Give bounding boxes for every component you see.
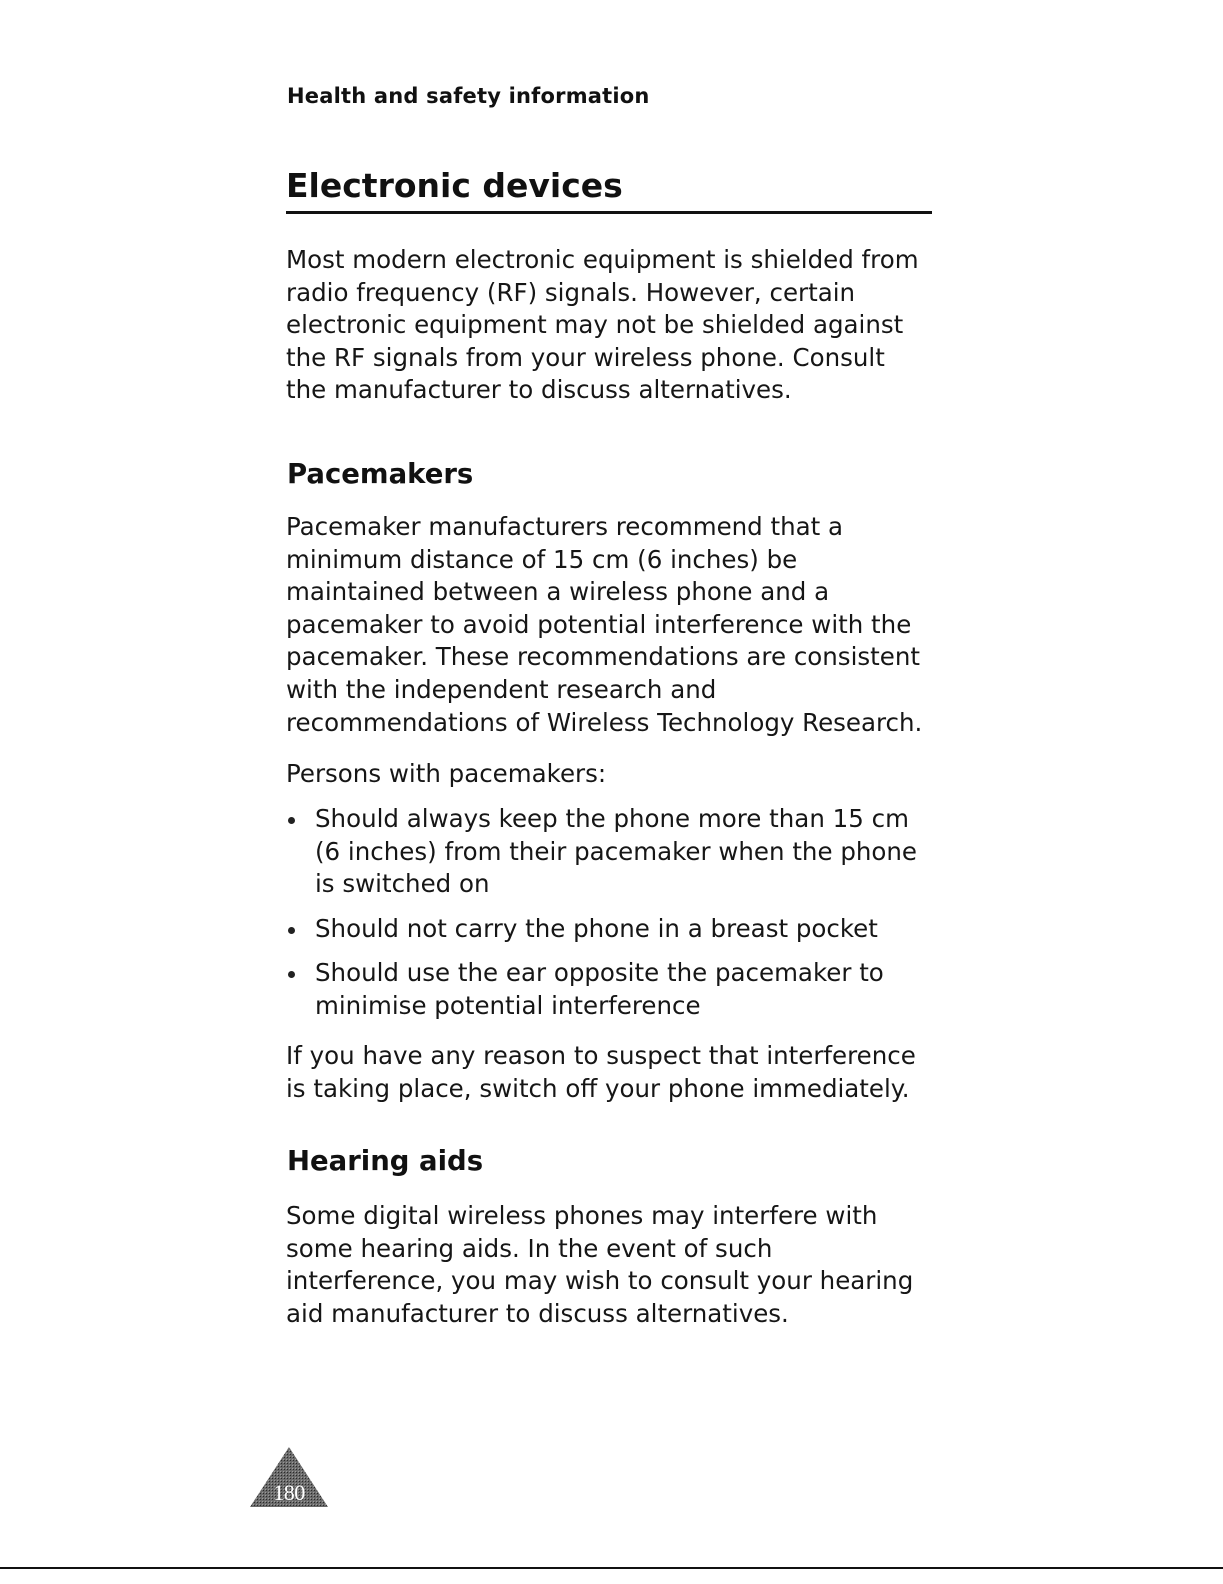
text-line: radio frequency (RF) signals. However, certain [286, 277, 856, 307]
text-line: minimise potential interference [315, 990, 701, 1020]
text-line: Pacemaker manufacturers recommend that a [286, 512, 844, 541]
list-intro [286, 758, 936, 791]
text-line: If you have any reason to suspect that interference [286, 1041, 916, 1070]
text-line: (6 inches) from their pacemaker when the phone [315, 836, 917, 866]
text-line: electronic equipment may not be shielded against [286, 310, 904, 340]
list-item [286, 913, 936, 946]
text-line: maintained between a wireless phone and a [286, 577, 830, 607]
text-line: is switched on [315, 869, 490, 899]
text-line: interference, you may wish to consult your hearing [286, 1266, 914, 1296]
text-line: Should not carry the phone in a breast pocket [315, 913, 878, 943]
hearing-aids-heading: Hearing aids [287, 1145, 484, 1177]
text-line: the manufacturer to discuss alternatives. [286, 375, 792, 405]
intro-paragraph [286, 244, 936, 407]
page-bottom-border [0, 1567, 1223, 1569]
text-line: Should use the ear opposite the pacemaker to [315, 958, 884, 988]
page-number: 180 [273, 1480, 305, 1505]
text-line: pacemaker to avoid potential interference with the [286, 609, 912, 639]
bullet-icon [288, 927, 295, 934]
page-title: Electronic devices [286, 166, 623, 205]
title-underline [286, 211, 932, 214]
text-line: minimum distance of 15 cm (6 inches) be [286, 544, 798, 574]
list-item [286, 803, 936, 901]
bullet-icon [288, 817, 295, 824]
text-line: some hearing aids. In the event of such [286, 1233, 773, 1263]
list-item [286, 957, 936, 1022]
pacemakers-paragraph [286, 511, 936, 739]
text-line: Some digital wireless phones may interfere with [286, 1201, 878, 1230]
running-head: Health and safety information [287, 84, 650, 108]
text-line: aid manufacturer to discuss alternatives. [286, 1298, 789, 1328]
text-line: Should always keep the phone more than 15 cm [315, 804, 909, 833]
hearing-aids-paragraph [286, 1200, 936, 1330]
text-line: is taking place, switch off your phone immediately. [286, 1073, 910, 1103]
text-line: with the independent research and [286, 674, 717, 704]
text-line: Persons with pacemakers: [286, 759, 607, 788]
bullet-icon [288, 971, 295, 978]
text-line: pacemaker. These recommendations are consistent [286, 642, 920, 672]
closing-paragraph [286, 1040, 936, 1105]
text-line: the RF signals from your wireless phone. Consult [286, 342, 885, 372]
pacemaker-bullet-list [286, 803, 936, 1035]
text-line: recommendations of Wireless Technology Research. [286, 707, 923, 737]
text-line: Most modern electronic equipment is shielded from [286, 245, 919, 274]
pacemakers-heading: Pacemakers [287, 458, 474, 490]
